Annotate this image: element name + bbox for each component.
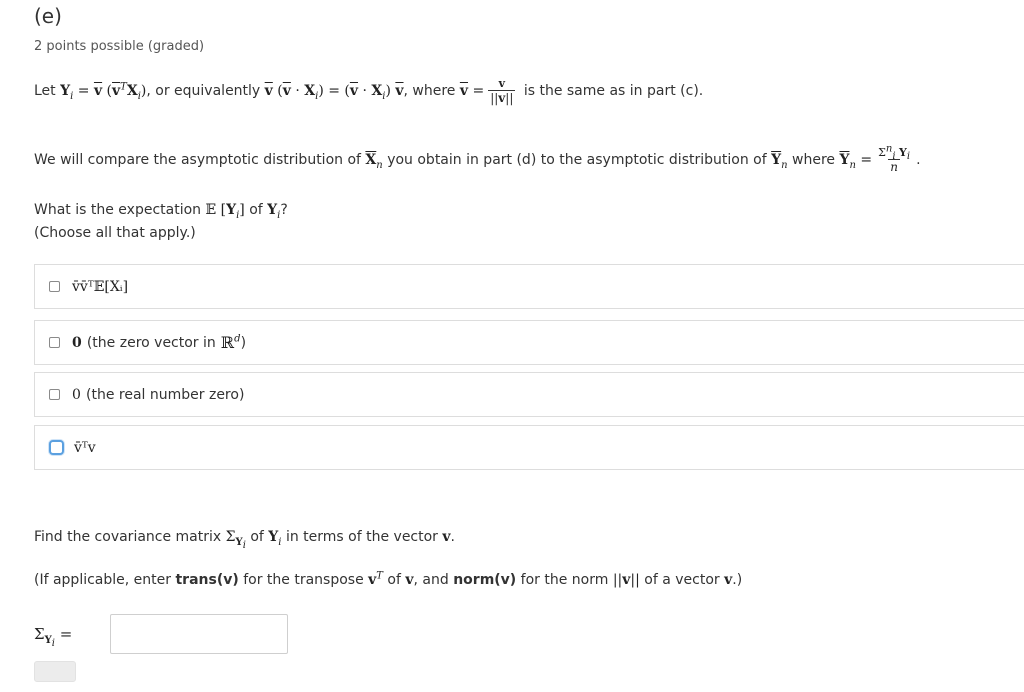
formula-vT: $v^T$ (368, 570, 383, 588)
hint-e: for the norm (520, 572, 609, 588)
option-zero-vector[interactable] (34, 320, 1024, 365)
formula-yi-def: $Y_i = \overline{v}$ $(\overline{v}^TX_i)$ (60, 81, 147, 102)
formula-sigma-yi: $\Sigma_{Y_i}$ (225, 529, 246, 551)
option-real-zero[interactable] (34, 372, 1024, 417)
intro-let: Let (34, 83, 56, 99)
question2-text-3: in terms of the vector (285, 529, 438, 545)
formula-expectation: 𝔼 $[Y_i]$ (205, 202, 245, 221)
question1-text-a: What is the expectation (34, 202, 202, 218)
option-2-label: (the zero vector in (86, 334, 216, 351)
formula-vbar: $\overline{v}$ = (459, 83, 485, 99)
intro-where: , where (403, 83, 456, 99)
fraction-sum-over-n: $\frac{\Sigma^n_i Y_i}{n}$ (878, 143, 911, 174)
hint-d: , and (413, 572, 449, 588)
formula-v-2: v (405, 572, 414, 588)
formula-v-3: v (724, 572, 733, 588)
submit-button[interactable] (34, 661, 76, 682)
formula-yi: $Y_i$ (267, 202, 281, 221)
formula-ybar-n: $\overline{Y}_n$ (771, 152, 788, 171)
question-instructions: (Choose all that apply.) (34, 225, 196, 241)
points-label: 2 points possible (graded) (34, 39, 205, 54)
option-vvT-expectation[interactable] (34, 264, 1024, 309)
hint-f: of a vector (644, 572, 720, 588)
option-vbarT-v[interactable] (34, 425, 1024, 470)
formula-xbar-n: $\overline{X}_n$ (365, 152, 383, 171)
option-3-label: (the real number zero) (86, 386, 245, 403)
formula-v: v (442, 529, 451, 545)
hint-g: .) (732, 572, 743, 588)
hint-c: of (387, 572, 401, 588)
compare-where: where (792, 152, 836, 168)
option-4-math: v̄ᵀv (74, 439, 96, 456)
question1-text-c: ? (280, 202, 288, 218)
option-4-checkbox[interactable] (49, 440, 64, 455)
compare-text-1: We will compare the asymptotic distribution of (34, 152, 361, 168)
question-covariance: Find the covariance matrix $\Sigma_{Y_i}$ of $Y_i$ in terms of the vector v. (34, 529, 455, 551)
option-2-rd: ℝ$^d$ (220, 333, 241, 352)
entry-hint (34, 572, 742, 588)
option-2-checkbox[interactable] (49, 337, 60, 348)
option-2-paren: ) (240, 334, 247, 351)
hint-norm: norm(v) (453, 572, 517, 588)
hint-a: (If applicable, enter (34, 572, 172, 588)
compare-text-2: you obtain in part (d) to the asymptotic distribution of (387, 152, 767, 168)
option-2-math: 0 (72, 334, 82, 351)
formula-norm-v: ||v|| (612, 572, 640, 588)
option-3-math: 0 (72, 386, 81, 403)
fraction-v-over-norm: $\frac{v}{||v||}$ (490, 77, 514, 105)
hint-b: for the transpose (243, 572, 364, 588)
intro-line (34, 76, 703, 106)
covariance-answer-input[interactable] (110, 614, 288, 654)
option-1-checkbox[interactable] (49, 281, 60, 292)
intro-or-equiv: , or equivalently (146, 83, 261, 99)
compare-line: We will compare the asymptotic distribution of $\overline{X}_n$ you obtain in part (d) to the asymptotic distribution of $\overline{Y}_n$ where $\overline{Y}_n$ = $\frac{\Sigma^n_i Y_i}{n}$ . (34, 143, 921, 174)
formula-yi-2: $Y_i$ (268, 529, 282, 548)
question2-text-2: of (250, 529, 264, 545)
hint-trans: trans(v) (175, 572, 239, 588)
answer-label: $\Sigma_{Y_i}$ = (34, 625, 73, 649)
question2-text-1: Find the covariance matrix (34, 529, 222, 545)
formula-equivalent: $\overline{v}$ $(\overline{v} \cdot X_i) = (\overline{v} \cdot X_i)$ $\overline{v}$ (264, 83, 404, 102)
question1-text-b: of (249, 202, 263, 218)
formula-ybar-def: $\overline{Y}_n$ = (839, 152, 873, 171)
option-3-checkbox[interactable] (49, 389, 60, 400)
intro-same-as: is the same as in part (c). (523, 83, 704, 99)
problem-title: (e) (34, 4, 62, 28)
option-1-math: v̄v̄ᵀ𝔼[Xᵢ] (72, 278, 129, 295)
question-expectation (34, 202, 288, 221)
